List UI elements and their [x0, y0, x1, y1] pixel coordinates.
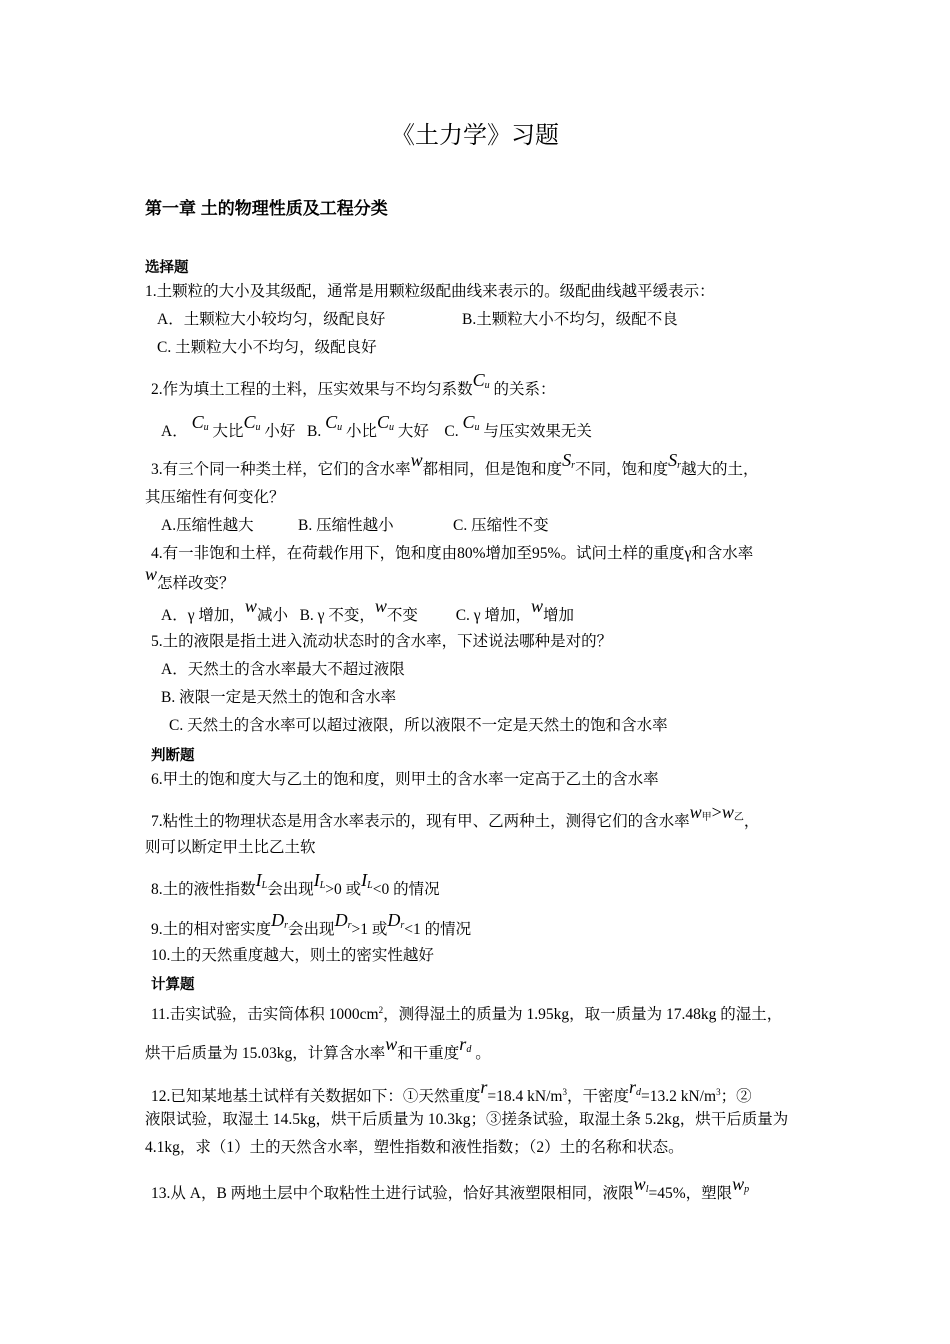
question-2-option-b-end: 大好 — [397, 423, 429, 440]
question-4-options — [161, 596, 575, 626]
symbol-w: w — [531, 596, 544, 616]
symbol-dr: Dr — [387, 910, 405, 931]
symbol-r: r — [480, 1077, 488, 1098]
q11-line2-end: 。 — [475, 1045, 491, 1062]
question-10: 10.土的天然重度越大，则土的密实性越好 — [151, 947, 434, 964]
question-11-stem — [151, 1000, 782, 1025]
q12-superscript: 3 — [562, 1087, 567, 1097]
chapter-heading: 第一章 土的物理性质及工程分类 — [145, 199, 388, 218]
symbol-il: IL — [361, 870, 373, 891]
question-8 — [151, 870, 440, 902]
symbol-w: w — [410, 450, 423, 470]
symbol-w-jia: w甲 — [689, 802, 712, 823]
q8-text: 8.土的液性指数 — [151, 881, 256, 898]
question-4-option-b-end: 不变 — [386, 607, 418, 624]
symbol-cu: Cu — [243, 412, 261, 433]
question-5-stem: 5.土的液限是指土进入流动状态时的含水率，下述说法哪种是对的？ — [151, 633, 613, 650]
symbol-cu: Cu — [377, 412, 395, 433]
q8-mid: 会出现 — [267, 881, 314, 898]
symbol-rd: rd — [628, 1077, 641, 1099]
question-4-stem-line2 — [145, 564, 235, 594]
question-2-option-a-end: 小好 — [264, 423, 296, 440]
question-7-stem-line2: 则可以断定甲土比乙土软 — [145, 839, 316, 856]
symbol-sr: Sr — [668, 450, 681, 471]
greater-than-sign: > — [711, 802, 722, 822]
question-1-option-c: C. 土颗粒大小不均匀，级配良好 — [157, 339, 377, 356]
question-2-option-c-label: C. — [444, 423, 459, 440]
q11-text: 11.击实试验，击实筒体积 1000cm — [151, 1006, 379, 1024]
question-5-option-a: A．天然土的含水率最大不超过液限 — [161, 661, 405, 678]
question-5-option-b: B. 液限一定是天然土的饱和含水率 — [161, 689, 397, 706]
symbol-w: w — [244, 596, 257, 616]
q9-p2: >1 或 — [351, 921, 388, 938]
q3-text-3: 不同，饱和度 — [575, 461, 669, 478]
symbol-cu: Cu — [472, 370, 490, 391]
symbol-rd: rd — [459, 1034, 472, 1055]
symbol-il: IL — [313, 870, 326, 891]
question-2-stem-end: 的关系： — [493, 381, 556, 398]
question-1-option-b: B.土颗粒大小不均匀，级配不良 — [462, 311, 678, 328]
q11-text-2: ，测得湿土的质量为 1.95kg，取一质量为 17.48kg 的湿土， — [383, 1006, 783, 1024]
symbol-dr: Dr — [334, 910, 352, 931]
section-heading-choice: 选择题 — [145, 260, 189, 276]
section-heading-judge: 判断题 — [151, 748, 195, 764]
symbol-cu: Cu — [325, 412, 343, 433]
question-12-line2: 液限试验，取湿土 14.5kg，烘干后质量为 10.3kg；③搓条试验，取湿土条 5.2kg，烘干后质量为 — [145, 1111, 789, 1128]
question-3-option-a: A.压缩性越大 — [161, 517, 254, 534]
question-3-stem-line2: 其压缩性有何变化？ — [145, 489, 285, 506]
question-4-option-c-end: 增加 — [543, 607, 575, 624]
q8-p2: >0 或 — [325, 881, 362, 898]
q12-superscript: 3 — [716, 1087, 721, 1097]
symbol-wl: wl — [633, 1174, 649, 1195]
section-heading-calc: 计算题 — [151, 977, 195, 993]
question-2-option-a-label: A． — [161, 423, 188, 440]
question-2-options — [161, 412, 592, 444]
question-1-option-a: A．土颗粒大小较均匀，级配良好 — [157, 311, 386, 328]
q9-mid: 会出现 — [288, 921, 335, 938]
symbol-il: IL — [255, 870, 268, 891]
question-4-option-a: A．γ 增加， — [161, 607, 245, 624]
q13-text: 13.从 A，B 两地土层中个取粘性土进行试验，恰好其液塑限相同，液限 — [151, 1185, 634, 1202]
q11-line2-mid: 和干重度 — [397, 1045, 460, 1062]
question-2-option-b-mid: 小比 — [346, 423, 378, 440]
question-5-option-c: C. 天然土的含水率可以超过液限，所以液限不一定是天然土的饱和含水率 — [169, 717, 668, 734]
q12-text-3: ，干密度 — [566, 1088, 629, 1106]
symbol-w-yi: w乙 — [721, 802, 744, 823]
question-4-option-a-end: 减小 — [256, 607, 288, 624]
q11-line2-text: 烘干后质量为 15.03kg，计算含水率 — [145, 1045, 386, 1062]
question-3-stem — [151, 450, 759, 482]
question-2-option-c-end: 与压实效果无关 — [483, 423, 592, 440]
question-9 — [151, 910, 472, 942]
q12-text-1: 12.已知某地基土试样有关数据如下：①天然重度 — [151, 1088, 481, 1106]
question-13-stem — [151, 1174, 750, 1206]
question-12-stem — [151, 1077, 752, 1109]
question-2-option-b-label: B. — [307, 423, 322, 440]
symbol-wp: wp — [732, 1174, 750, 1195]
question-4-option-c: C. γ 增加， — [455, 607, 532, 624]
q11-superscript: 2 — [378, 1005, 384, 1015]
symbol-sr: Sr — [562, 450, 576, 471]
symbol-w: w — [385, 1034, 398, 1054]
question-12-line3: 4.1kg，求（1）土的天然含水率，塑性指数和液性指数；（2）土的名称和状态。 — [145, 1139, 684, 1156]
symbol-w: w — [145, 564, 158, 584]
q9-text: 9.土的相对密实度 — [151, 921, 272, 938]
question-1-stem: 1.土颗粒的大小及其级配，通常是用颗粒级配曲线来表示的。级配曲线越平缓表示： — [145, 283, 715, 300]
symbol-w: w — [374, 596, 387, 616]
q7-text: 7.粘性土的物理状态是用含水率表示的，现有甲、乙两种土，测得它们的含水率 — [151, 813, 690, 830]
question-4-option-b: B. γ 不变， — [299, 607, 375, 624]
question-3-option-b: B. 压缩性越小 — [298, 517, 394, 534]
question-11-stem-line2 — [145, 1034, 491, 1066]
symbol-dr: Dr — [271, 910, 289, 931]
q12-text-2: =18.4 kN/m — [487, 1088, 563, 1106]
question-4-stem: 4.有一非饱和土样，在荷载作用下，饱和度由80%增加至95%。试问土样的重度γ和含水率 — [151, 545, 754, 562]
q7-text-end: ， — [743, 813, 760, 830]
symbol-cu: Cu — [462, 412, 480, 433]
question-2-stem — [151, 370, 556, 402]
q12-text-4: =13.2 kN/m — [641, 1088, 717, 1106]
q13-mid: =45%，塑限 — [648, 1185, 733, 1202]
question-2-option-a-mid: 大比 — [212, 423, 244, 440]
q9-p3: <1 的情况 — [404, 921, 472, 938]
question-7-stem — [151, 802, 760, 834]
q3-text-4: 越大的土， — [681, 461, 759, 478]
page-title: 《土力学》习题 — [391, 123, 559, 149]
q4-line2-text: 怎样改变？ — [157, 575, 235, 592]
q8-p3: <0 的情况 — [372, 881, 440, 898]
q12-text-5: ；② — [720, 1088, 752, 1106]
question-6: 6.甲土的饱和度大与乙土的饱和度，则甲土的含水率一定高于乙土的含水率 — [151, 771, 659, 788]
q3-text-2: 都相同，但是饱和度 — [422, 461, 563, 478]
symbol-cu: Cu — [191, 412, 209, 433]
question-3-option-c: C. 压缩性不变 — [453, 517, 549, 534]
question-2-stem-text: 2.作为填土工程的土料，压实效果与不均匀系数 — [151, 381, 473, 398]
q3-text-1: 3.有三个同一种类土样，它们的含水率 — [151, 461, 411, 478]
